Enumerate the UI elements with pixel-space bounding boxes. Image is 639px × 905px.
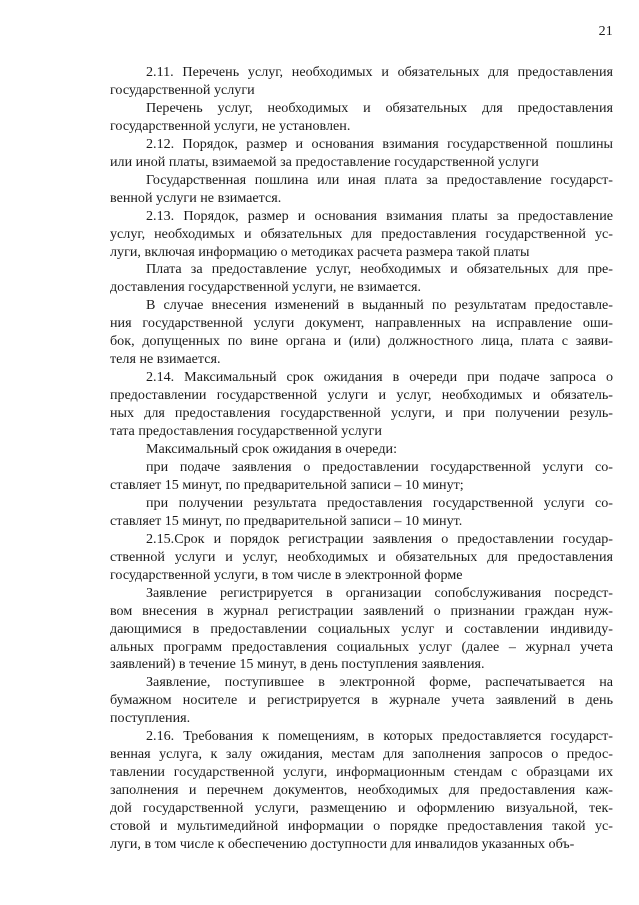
paragraph bbox=[110, 531, 613, 585]
text-line: ных для предоставления государственной услуги, и при получении резуль- bbox=[110, 405, 613, 422]
text-line: альных программ предоставления социальных услуг (далее – журнал учета bbox=[110, 638, 613, 655]
text-line: предоставлении государственной услуги и услуг, необходимых и обязатель- bbox=[110, 387, 613, 404]
text-line: луги, включая информацию о методиках расчета размера такой платы bbox=[110, 243, 530, 260]
paragraph bbox=[110, 459, 613, 495]
text-line: венная услуга, к залу ожидания, местам для заполнения запросов о предос- bbox=[110, 746, 613, 763]
text-line: или иной платы, взимаемой за предоставление государственной услуги bbox=[110, 153, 539, 170]
paragraph bbox=[110, 441, 613, 459]
text-line: луги, в том числе к обеспечению доступности для инвалидов указанных объ- bbox=[110, 835, 575, 852]
text-line: 2.12. Порядок, размер и основания взимания государственной пошлины bbox=[146, 135, 613, 152]
text-line: тавлении государственной услуги, информационным стендам с образцами их bbox=[110, 764, 613, 781]
paragraph bbox=[110, 674, 613, 728]
text-line: 2.15.Срок и порядок регистрации заявления о предоставлении государ- bbox=[146, 530, 613, 547]
text-line: Максимальный срок ожидания в очереди: bbox=[146, 441, 397, 458]
text-line: венной услуги не взимается. bbox=[110, 189, 282, 206]
text-line: государственной услуги, не установлен. bbox=[110, 117, 351, 134]
text-line: заявлений) в течение 15 минут, в день поступления заявления. bbox=[110, 656, 485, 673]
paragraph bbox=[110, 261, 613, 297]
paragraph bbox=[110, 297, 613, 369]
page-number: 21 bbox=[598, 24, 613, 39]
text-line: при подаче заявления о предоставлении государственной услуги со- bbox=[146, 458, 613, 475]
paragraph bbox=[110, 495, 613, 531]
text-line: ственной услуги и услуг, необходимых и обязательных для предоставления bbox=[110, 548, 613, 565]
text-line: Перечень услуг, необходимых и обязательных для предоставления bbox=[146, 99, 613, 116]
text-line: 2.16. Требования к помещениям, в которых предоставляется государст- bbox=[146, 728, 613, 745]
text-line: при получении результата предоставления государственной услуги со- bbox=[146, 494, 613, 511]
text-line: государственной услуги, в том числе в электронной форме bbox=[110, 566, 463, 583]
text-line: 2.11. Перечень услуг, необходимых и обязательных для предоставления bbox=[146, 64, 613, 80]
text-line: государственной услуги bbox=[110, 81, 255, 98]
paragraph bbox=[110, 100, 613, 136]
text-line: Заявление, поступившее в электронной форме, распечатывается на bbox=[146, 674, 613, 691]
paragraph bbox=[110, 64, 613, 100]
paragraph bbox=[110, 136, 613, 172]
text-line: Заявление регистрируется в организации сопобслуживания посредст- bbox=[146, 584, 613, 601]
text-line: дой государственной услуги, размещению и оформлению визуальной, тек- bbox=[110, 800, 613, 817]
text-line: ставляет 15 минут, по предварительной записи – 10 минут. bbox=[110, 512, 463, 529]
paragraph bbox=[110, 728, 613, 854]
text-line: теля не взимается. bbox=[110, 351, 221, 368]
text-line: 2.14. Максимальный срок ожидания в очереди при подаче запроса о bbox=[146, 369, 613, 386]
text-line: Плата за предоставление услуг, необходимых и обязательных для пре- bbox=[146, 261, 613, 278]
text-line: бумажном носителе и регистрируется в журнале учета заявлений в день bbox=[110, 692, 613, 709]
text-line: заполнения и перечнем документов, необходимых для предоставления каж- bbox=[110, 782, 613, 799]
document-body bbox=[110, 64, 613, 854]
text-line: вом внесения в журнал регистрации заявлений о признании граждан нуж- bbox=[110, 602, 613, 619]
text-line: бок, допущенных по вине органа и (или) должностного лица, плата с заяви- bbox=[110, 333, 613, 350]
paragraph bbox=[110, 585, 613, 675]
text-line: услуг, необходимых и обязательных для предоставления государственной ус- bbox=[110, 225, 613, 242]
paragraph bbox=[110, 369, 613, 441]
text-line: 2.13. Порядок, размер и основания взимания платы за предоставление bbox=[146, 207, 613, 224]
text-line: В случае внесения изменений в выданный по результатам предоставле- bbox=[146, 297, 613, 314]
paragraph bbox=[110, 208, 613, 262]
text-line: тата предоставления государственной услуги bbox=[110, 423, 382, 440]
text-line: доставления государственной услуги, не взимается. bbox=[110, 279, 421, 296]
text-line: ния государственной услуги документ, направленных на исправление оши- bbox=[110, 315, 613, 332]
paragraph bbox=[110, 172, 613, 208]
text-line: стовой и мультимедийной информации о порядке предоставления такой ус- bbox=[110, 818, 613, 835]
text-line: Государственная пошлина или иная плата за предоставление государст- bbox=[146, 171, 613, 188]
text-line: поступления. bbox=[110, 710, 191, 727]
text-line: ставляет 15 минут, по предварительной записи – 10 минут; bbox=[110, 476, 464, 493]
text-line: дающимися в предоставлении социальных услуг и составлении индивиду- bbox=[110, 620, 613, 637]
